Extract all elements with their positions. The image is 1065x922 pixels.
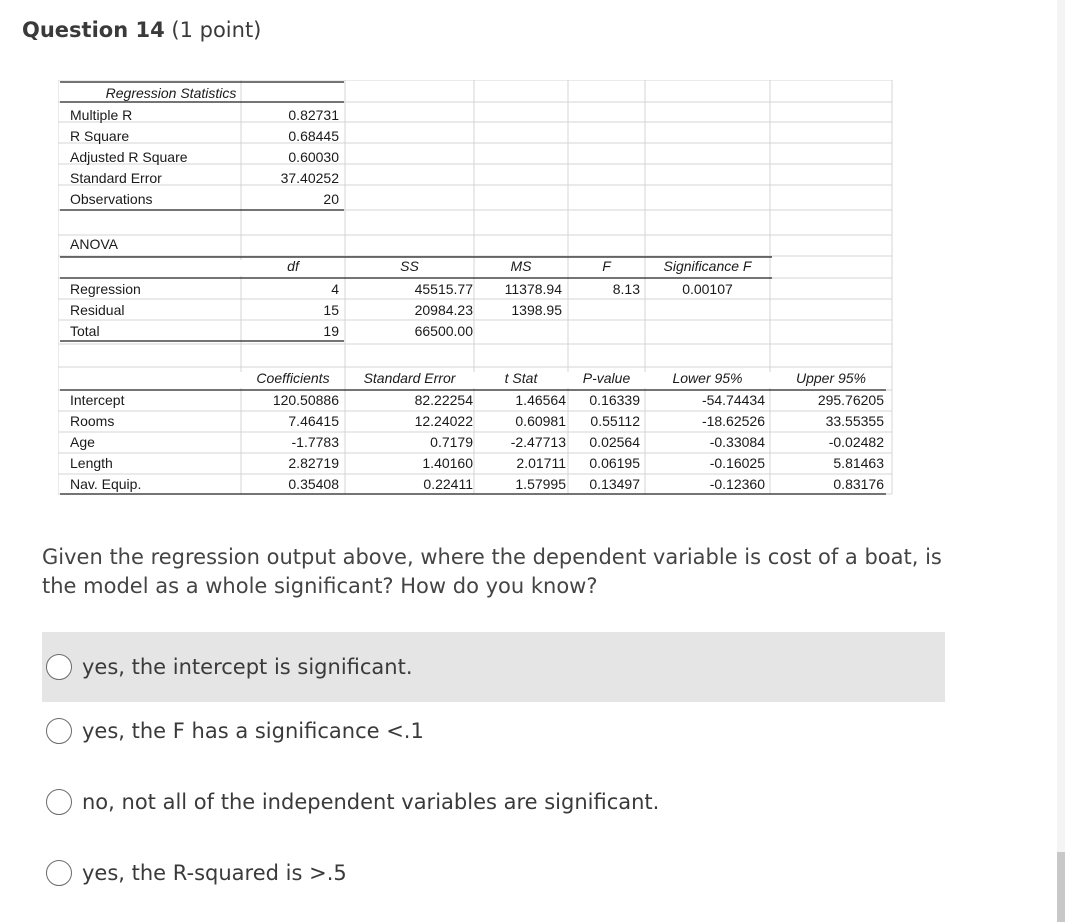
anova-ss: 45515.77 xyxy=(414,281,473,297)
coef-value: -1.7783 xyxy=(291,434,339,450)
coef-lower-95: -54.74434 xyxy=(701,392,765,408)
page-scrollbar[interactable] xyxy=(1057,0,1065,922)
coef-p-value: 0.16339 xyxy=(589,392,640,408)
stat-value: 0.68445 xyxy=(288,128,339,144)
radio-button[interactable] xyxy=(46,789,72,815)
coef-row-label: Intercept xyxy=(70,392,125,408)
coef-header-standard-error: Standard Error xyxy=(363,370,456,386)
answer-option-label: yes, the R-squared is >.5 xyxy=(82,861,347,885)
anova-row-label: Regression xyxy=(70,281,141,297)
coef-standard-error: 12.24022 xyxy=(414,413,473,429)
coef-t-stat: 1.57995 xyxy=(515,476,566,492)
anova-title: ANOVA xyxy=(70,236,118,252)
coef-header-upper-95: Upper 95% xyxy=(795,370,867,386)
stat-label: R Square xyxy=(70,128,130,144)
stat-label: Observations xyxy=(70,191,153,207)
coef-upper-95: 33.55355 xyxy=(825,413,884,429)
anova-ms: 11378.94 xyxy=(504,281,562,297)
coef-lower-95: -0.16025 xyxy=(709,455,765,471)
regression-output-image xyxy=(58,80,894,496)
coef-row-label: Length xyxy=(70,455,113,471)
coef-header-lower-95: Lower 95% xyxy=(672,370,743,386)
question-prompt: Given the regression output above, where the dependent variable is cost of a boat, is the model as a whole significant? How do you know? xyxy=(42,545,942,598)
coef-header-coefficients: Coefficients xyxy=(256,370,330,386)
coef-p-value: 0.55112 xyxy=(590,413,640,429)
anova-header-f: F xyxy=(602,258,611,274)
anova-header-df: df xyxy=(287,258,299,274)
anova-df: 19 xyxy=(323,323,339,339)
coef-row-label: Nav. Equip. xyxy=(70,476,142,492)
anova-significance-f: 0.00107 xyxy=(682,281,733,297)
coef-value: 7.46415 xyxy=(288,413,339,429)
coef-header-t-stat: t Stat xyxy=(504,370,538,386)
stat-label: Multiple R xyxy=(70,107,133,123)
coef-standard-error: 82.22254 xyxy=(414,392,473,408)
coef-standard-error: 0.22411 xyxy=(423,476,473,492)
anova-header-ms: MS xyxy=(510,258,532,274)
stat-label: Standard Error xyxy=(70,170,162,186)
regression-stats-title: Regression Statistics xyxy=(105,85,237,101)
anova-row-label: Total xyxy=(70,323,100,339)
coef-value: 0.35408 xyxy=(288,476,339,492)
coef-upper-95: 5.81463 xyxy=(833,455,884,471)
anova-header-significance-f: Significance F xyxy=(663,258,752,274)
coef-lower-95: -18.62526 xyxy=(701,413,765,429)
coef-header-p-value: P-value xyxy=(582,370,631,386)
coef-lower-95: -0.33084 xyxy=(709,434,765,450)
radio-button[interactable] xyxy=(46,718,72,744)
coef-t-stat: 0.60981 xyxy=(515,413,566,429)
coef-row-label: Rooms xyxy=(70,413,115,429)
stat-value: 20 xyxy=(323,191,339,207)
anova-df: 4 xyxy=(331,281,339,297)
scrollbar-thumb[interactable] xyxy=(1057,852,1065,922)
anova-ms: 1398.95 xyxy=(511,302,562,318)
anova-row-label: Residual xyxy=(70,302,125,318)
coef-row-label: Age xyxy=(70,434,95,450)
answer-option[interactable] xyxy=(42,696,945,766)
anova-f: 8.13 xyxy=(612,281,640,297)
coef-t-stat: -2.47713 xyxy=(510,434,566,450)
anova-ss: 20984.23 xyxy=(414,302,473,318)
anova-header-ss: SS xyxy=(400,258,419,274)
radio-button[interactable] xyxy=(46,654,72,680)
coef-value: 120.50886 xyxy=(272,392,339,408)
coef-value: 2.82719 xyxy=(288,455,339,471)
question-number: Question 14 xyxy=(22,18,165,42)
answer-option[interactable] xyxy=(42,632,945,702)
coef-standard-error: 0.7179 xyxy=(430,434,473,450)
stat-value: 37.40252 xyxy=(280,170,339,186)
stat-value: 0.82731 xyxy=(288,107,339,123)
coef-standard-error: 1.40160 xyxy=(422,455,473,471)
answer-option-label: yes, the intercept is significant. xyxy=(82,655,413,679)
coef-t-stat: 1.46564 xyxy=(515,392,566,408)
answer-option[interactable] xyxy=(42,838,945,908)
stat-value: 0.60030 xyxy=(288,149,339,165)
coef-upper-95: 295.76205 xyxy=(817,392,884,408)
coef-t-stat: 2.01711 xyxy=(516,455,566,471)
radio-button[interactable] xyxy=(46,860,72,886)
answer-option-label: yes, the F has a significance <.1 xyxy=(82,719,424,743)
answer-option[interactable] xyxy=(42,767,945,837)
anova-ss: 66500.00 xyxy=(414,323,473,339)
anova-df: 15 xyxy=(323,302,339,318)
question-header xyxy=(22,18,261,42)
question-points: (1 point) xyxy=(171,18,262,42)
coef-p-value: 0.13497 xyxy=(589,476,640,492)
answer-option-label: no, not all of the independent variables are significant. xyxy=(82,790,660,814)
coef-p-value: 0.06195 xyxy=(589,455,640,471)
coef-lower-95: -0.12360 xyxy=(709,476,765,492)
coef-p-value: 0.02564 xyxy=(589,434,640,450)
coef-upper-95: -0.02482 xyxy=(828,434,884,450)
coef-upper-95: 0.83176 xyxy=(833,476,884,492)
stat-label: Adjusted R Square xyxy=(70,149,188,165)
